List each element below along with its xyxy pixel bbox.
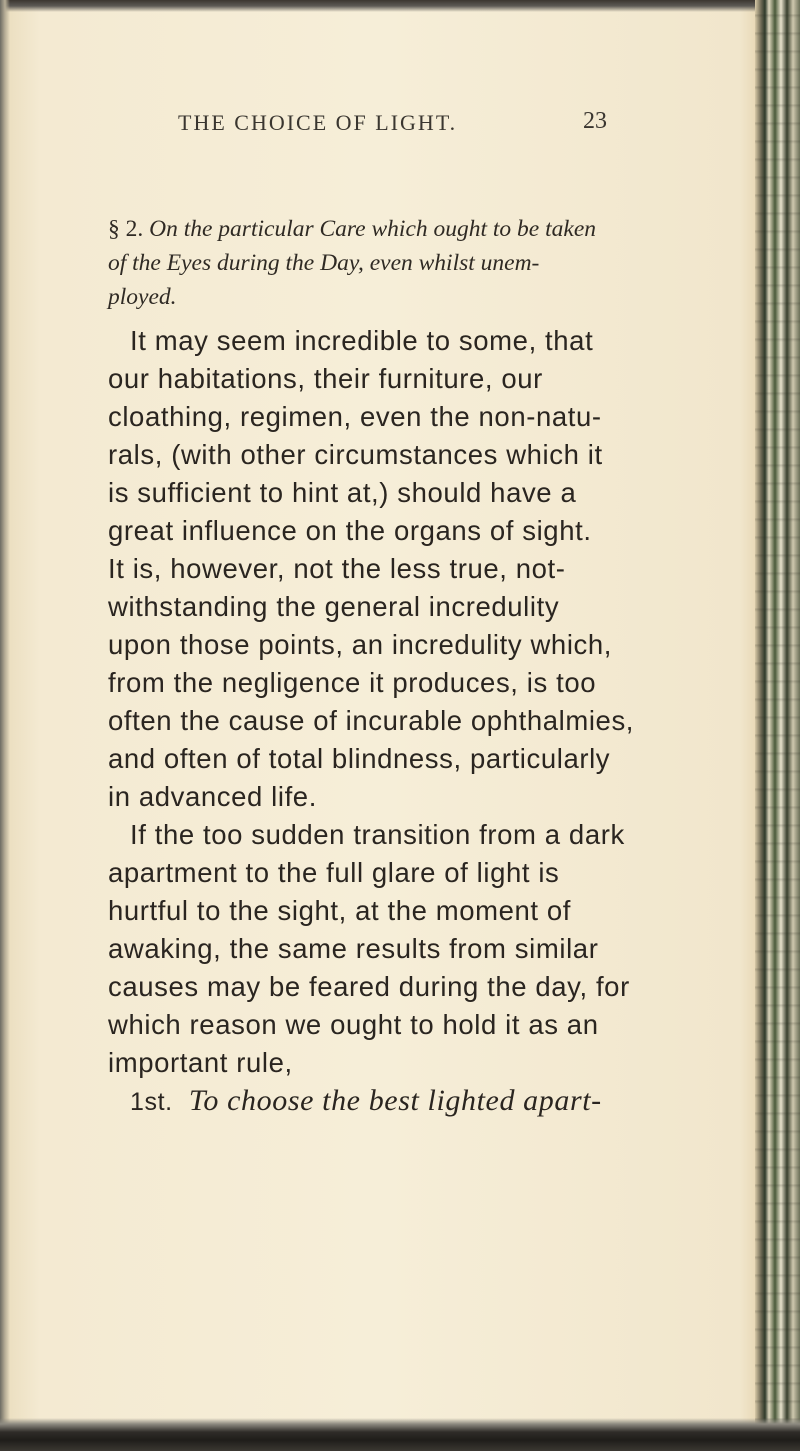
section-number: § 2. bbox=[108, 216, 144, 242]
section-title-line: of the Eyes during the Day, even whilst unem- bbox=[108, 250, 540, 276]
paragraph-line: our habitations, their furniture, our bbox=[108, 363, 543, 394]
paragraph-line: If the too sudden transition from a dark bbox=[130, 819, 625, 850]
paragraph-line: hurtful to the sight, at the moment of bbox=[108, 895, 572, 926]
page-bottom-edge bbox=[0, 1418, 800, 1451]
paragraph-line: rals, (with other circumstances which it bbox=[108, 439, 603, 470]
section-title-line: On the particular Care which ought to be taken bbox=[149, 216, 597, 242]
body-text bbox=[108, 322, 738, 1121]
page-top-edge bbox=[0, 0, 800, 12]
section-title-line: ployed. bbox=[108, 284, 177, 310]
rule-line bbox=[108, 1082, 738, 1121]
paragraph-line: awaking, the same results from similar bbox=[108, 933, 599, 964]
paragraph-line: important rule, bbox=[108, 1047, 293, 1078]
book-binding-edge bbox=[755, 0, 800, 1451]
paragraph-line: withstanding the general incredulity bbox=[108, 591, 560, 622]
page-left-edge bbox=[0, 0, 10, 1451]
paragraph-line: from the negligence it produces, is too bbox=[108, 667, 597, 698]
paragraph-line: is sufficient to hint at,) should have a bbox=[108, 477, 577, 508]
paragraph-line: often the cause of incurable ophthalmies, bbox=[108, 705, 635, 736]
paragraph-line: causes may be feared during the day, for bbox=[108, 971, 630, 1002]
paragraph-line: It may seem incredible to some, that bbox=[130, 325, 594, 356]
paragraph-line: upon those points, an incredulity which, bbox=[108, 629, 613, 660]
paragraph-line: cloathing, regimen, even the non-natu- bbox=[108, 401, 602, 432]
paragraph-line: It is, however, not the less true, not- bbox=[108, 553, 566, 584]
page-number: 23 bbox=[583, 108, 607, 134]
running-title: THE CHOICE OF LIGHT. bbox=[178, 110, 458, 135]
page-header bbox=[0, 110, 755, 146]
section-heading bbox=[108, 212, 728, 314]
paragraph-line: in advanced life. bbox=[108, 781, 317, 812]
paragraph-line: great influence on the organs of sight. bbox=[108, 515, 592, 546]
paragraph-line: which reason we ought to hold it as an bbox=[108, 1009, 599, 1040]
rule-number: 1st. bbox=[130, 1088, 173, 1116]
paragraph-line: apartment to the full glare of light is bbox=[108, 857, 560, 888]
rule-text: To choose the best lighted apart- bbox=[188, 1084, 602, 1117]
paragraph-line: and often of total blindness, particularly bbox=[108, 743, 611, 774]
